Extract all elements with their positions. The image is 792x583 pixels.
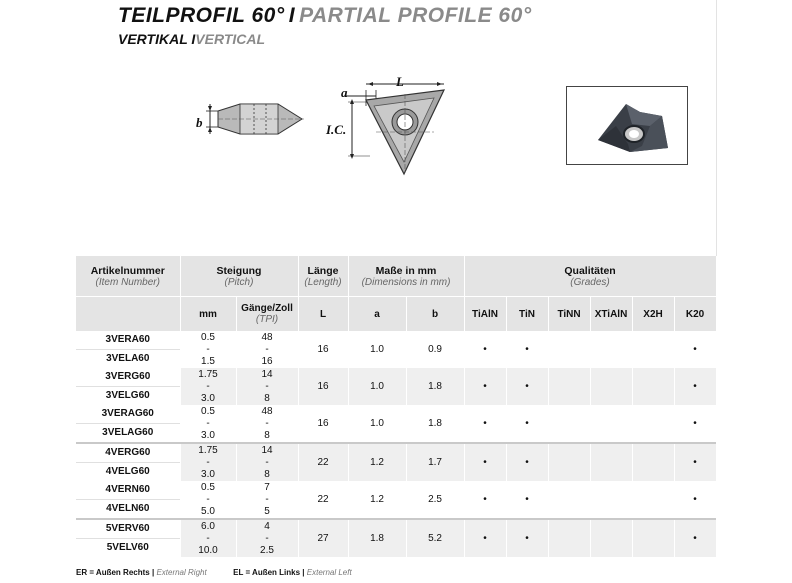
pitch-mm-from: 1.75 bbox=[198, 368, 218, 380]
cell-length bbox=[298, 368, 348, 405]
cell-pitch-mm bbox=[180, 331, 236, 368]
label-a: a bbox=[341, 85, 348, 100]
cell-grade-g3 bbox=[548, 331, 590, 368]
grade-mark: • bbox=[525, 494, 529, 505]
pitch-mm-from: 6.0 bbox=[201, 520, 215, 532]
cell-pitch-tpi bbox=[236, 481, 298, 518]
cell-grade-g4 bbox=[590, 444, 632, 481]
cell-length bbox=[298, 405, 348, 442]
dim-a-value: 1.0 bbox=[370, 418, 384, 429]
cell-dim-a bbox=[348, 368, 406, 405]
range-dash: - bbox=[265, 417, 269, 429]
article-er: 4VERN60 bbox=[105, 484, 150, 495]
length-value: 16 bbox=[317, 344, 329, 355]
subtitle-de: VERTIKAL bbox=[118, 31, 188, 47]
cell-length bbox=[298, 481, 348, 518]
cell-pitch-tpi bbox=[236, 520, 298, 557]
table-row bbox=[76, 481, 716, 518]
table-row bbox=[76, 444, 716, 481]
cell-grade-g5 bbox=[632, 444, 674, 481]
title-en: PARTIAL PROFILE 60° bbox=[299, 4, 532, 27]
article-er: 4VERG60 bbox=[105, 447, 151, 458]
article-el: 4VELG60 bbox=[76, 462, 180, 481]
cell-grade-g4 bbox=[590, 481, 632, 518]
range-dash: - bbox=[265, 532, 269, 544]
length-value: 22 bbox=[317, 494, 329, 505]
pitch-mm-to: 3.0 bbox=[201, 468, 215, 480]
header-article: Artikelnummer (Item Number) bbox=[76, 256, 180, 297]
insert-top-view-drawing bbox=[330, 76, 450, 184]
cell-grade-g1 bbox=[464, 405, 506, 442]
cell-dim-b bbox=[406, 481, 464, 518]
article-er: 3VERA60 bbox=[105, 334, 150, 345]
cell-grade-g6 bbox=[674, 368, 716, 405]
cell-grade-g5 bbox=[632, 481, 674, 518]
legend bbox=[76, 568, 352, 577]
page-title bbox=[118, 4, 532, 28]
cell-grade-g2 bbox=[506, 405, 548, 442]
cell-grade-g2 bbox=[506, 368, 548, 405]
table-row bbox=[76, 331, 716, 368]
article-el: 3VELAG60 bbox=[76, 423, 180, 442]
cell-grade-g4 bbox=[590, 405, 632, 442]
subheader-grade-k20: K20 bbox=[674, 297, 716, 332]
pitch-tpi-to: 8 bbox=[264, 392, 270, 404]
subheader-grade-tinn: TiNN bbox=[548, 297, 590, 332]
legend-er-sep: | bbox=[151, 568, 155, 577]
cell-pitch-mm bbox=[180, 405, 236, 442]
pitch-tpi-from: 48 bbox=[261, 405, 273, 417]
article-el: 3VELA60 bbox=[76, 349, 180, 368]
cell-grade-g2 bbox=[506, 481, 548, 518]
range-dash: - bbox=[206, 532, 210, 544]
pitch-mm-from: 1.75 bbox=[198, 444, 218, 456]
dim-b-value: 1.7 bbox=[428, 457, 442, 468]
cell-pitch-mm bbox=[180, 444, 236, 481]
cell-length bbox=[298, 520, 348, 557]
insert-side-view-drawing bbox=[196, 96, 308, 142]
length-value: 27 bbox=[317, 533, 329, 544]
cell-grade-g4 bbox=[590, 368, 632, 405]
range-dash: - bbox=[206, 456, 210, 468]
dim-a-value: 1.0 bbox=[370, 381, 384, 392]
subheader-grade-tin: TiN bbox=[506, 297, 548, 332]
cell-article bbox=[76, 405, 180, 442]
cell-pitch-mm bbox=[180, 481, 236, 518]
title-de: TEILPROFIL 60° bbox=[118, 4, 285, 27]
pitch-tpi-to: 8 bbox=[264, 429, 270, 441]
legend-er-en: External Right bbox=[156, 568, 207, 577]
cell-grade-g1 bbox=[464, 520, 506, 557]
cell-grade-g1 bbox=[464, 368, 506, 405]
subheader-mm: mm bbox=[180, 297, 236, 332]
legend-el-en: External Left bbox=[306, 568, 352, 577]
grade-mark: • bbox=[693, 418, 697, 429]
article-er: 3VERAG60 bbox=[101, 408, 154, 419]
cell-grade-g6 bbox=[674, 331, 716, 368]
pitch-tpi-from: 48 bbox=[261, 331, 273, 343]
cell-grade-g5 bbox=[632, 368, 674, 405]
cell-grade-g3 bbox=[548, 481, 590, 518]
legend-el-sep: | bbox=[302, 568, 305, 577]
cell-grade-g5 bbox=[632, 520, 674, 557]
grade-mark: • bbox=[483, 381, 487, 392]
cell-dim-b bbox=[406, 331, 464, 368]
cell-grade-g4 bbox=[590, 520, 632, 557]
article-er: 3VERG60 bbox=[105, 371, 151, 382]
dim-a-value: 1.0 bbox=[370, 344, 384, 355]
pitch-mm-from: 0.5 bbox=[201, 331, 215, 343]
range-dash: - bbox=[206, 493, 210, 505]
header-pitch: Steigung (Pitch) bbox=[180, 256, 298, 297]
pitch-mm-from: 0.5 bbox=[201, 405, 215, 417]
cell-article bbox=[76, 368, 180, 405]
range-dash: - bbox=[265, 380, 269, 392]
header-dimensions: Maße in mm (Dimensions in mm) bbox=[348, 256, 464, 297]
title-separator: I bbox=[288, 4, 296, 27]
cell-pitch-mm bbox=[180, 368, 236, 405]
cell-grade-g6 bbox=[674, 405, 716, 442]
article-er: 5VERV60 bbox=[105, 523, 150, 534]
range-dash: - bbox=[265, 343, 269, 355]
pitch-mm-to: 5.0 bbox=[201, 505, 215, 517]
table-row bbox=[76, 520, 716, 557]
grade-mark: • bbox=[693, 494, 697, 505]
cell-grade-g2 bbox=[506, 520, 548, 557]
label-b: b bbox=[196, 115, 203, 130]
subheader-b: b bbox=[406, 297, 464, 332]
subtitle-separator: I bbox=[191, 31, 196, 47]
grade-mark: • bbox=[525, 457, 529, 468]
grade-mark: • bbox=[525, 381, 529, 392]
cell-grade-g6 bbox=[674, 444, 716, 481]
specification-table bbox=[76, 256, 717, 557]
subheader-L: L bbox=[298, 297, 348, 332]
cell-grade-g3 bbox=[548, 520, 590, 557]
range-dash: - bbox=[206, 380, 210, 392]
grade-mark: • bbox=[483, 533, 487, 544]
range-dash: - bbox=[265, 493, 269, 505]
pitch-tpi-from: 14 bbox=[261, 444, 273, 456]
cell-grade-g2 bbox=[506, 331, 548, 368]
cell-grade-g1 bbox=[464, 444, 506, 481]
cell-grade-g1 bbox=[464, 481, 506, 518]
range-dash: - bbox=[206, 417, 210, 429]
grade-mark: • bbox=[525, 344, 529, 355]
pitch-mm-to: 1.5 bbox=[201, 355, 215, 367]
cell-grade-g6 bbox=[674, 481, 716, 518]
table-subheader-row bbox=[76, 297, 716, 332]
subheader-blank bbox=[76, 297, 180, 332]
insert-product-photo bbox=[566, 86, 688, 165]
dim-b-value: 2.5 bbox=[428, 494, 442, 505]
cell-grade-g3 bbox=[548, 368, 590, 405]
dim-b-value: 1.8 bbox=[428, 418, 442, 429]
cell-grade-g2 bbox=[506, 444, 548, 481]
table-row bbox=[76, 368, 716, 405]
grade-mark: • bbox=[483, 418, 487, 429]
cell-article bbox=[76, 331, 180, 368]
cell-length bbox=[298, 444, 348, 481]
article-el: 4VELN60 bbox=[76, 499, 180, 518]
legend-el: EL = Außen Links bbox=[233, 568, 301, 577]
cell-article bbox=[76, 444, 180, 481]
page-subtitle bbox=[118, 31, 265, 47]
cell-dim-a bbox=[348, 444, 406, 481]
table-header-row bbox=[76, 256, 716, 297]
range-dash: - bbox=[206, 343, 210, 355]
subtitle-en: VERTICAL bbox=[195, 31, 266, 47]
pitch-tpi-to: 16 bbox=[261, 355, 273, 367]
pitch-mm-to: 3.0 bbox=[201, 429, 215, 441]
grade-mark: • bbox=[483, 344, 487, 355]
grade-mark: • bbox=[693, 344, 697, 355]
cell-dim-b bbox=[406, 520, 464, 557]
length-value: 22 bbox=[317, 457, 329, 468]
cell-dim-b bbox=[406, 368, 464, 405]
label-ic: I.C. bbox=[326, 122, 347, 137]
grade-mark: • bbox=[525, 418, 529, 429]
dim-a-value: 1.8 bbox=[370, 533, 384, 544]
length-value: 16 bbox=[317, 418, 329, 429]
cell-grade-g4 bbox=[590, 331, 632, 368]
cell-grade-g5 bbox=[632, 405, 674, 442]
dim-b-value: 5.2 bbox=[428, 533, 442, 544]
subheader-grade-x2h: X2H bbox=[632, 297, 674, 332]
cell-grade-g3 bbox=[548, 405, 590, 442]
range-dash: - bbox=[265, 456, 269, 468]
pitch-mm-from: 0.5 bbox=[201, 481, 215, 493]
cell-grade-g3 bbox=[548, 444, 590, 481]
grade-mark: • bbox=[483, 494, 487, 505]
legend-er: ER = Außen Rechts bbox=[76, 568, 150, 577]
page-border-line bbox=[716, 0, 717, 262]
header-length: Länge (Length) bbox=[298, 256, 348, 297]
table-row bbox=[76, 405, 716, 442]
dim-b-value: 1.8 bbox=[428, 381, 442, 392]
pitch-mm-to: 10.0 bbox=[198, 544, 218, 556]
pitch-tpi-from: 7 bbox=[264, 481, 270, 493]
subheader-a: a bbox=[348, 297, 406, 332]
dim-a-value: 1.2 bbox=[370, 494, 384, 505]
dim-a-value: 1.2 bbox=[370, 457, 384, 468]
cell-article bbox=[76, 481, 180, 518]
cell-pitch-tpi bbox=[236, 368, 298, 405]
grade-mark: • bbox=[693, 381, 697, 392]
grade-mark: • bbox=[483, 457, 487, 468]
cell-pitch-tpi bbox=[236, 444, 298, 481]
cell-dim-a bbox=[348, 405, 406, 442]
cell-pitch-tpi bbox=[236, 331, 298, 368]
header-grades: Qualitäten (Grades) bbox=[464, 256, 716, 297]
cell-dim-b bbox=[406, 405, 464, 442]
pitch-tpi-to: 8 bbox=[264, 468, 270, 480]
article-el: 3VELG60 bbox=[76, 386, 180, 405]
cell-dim-a bbox=[348, 331, 406, 368]
grade-mark: • bbox=[693, 457, 697, 468]
label-L: L bbox=[396, 74, 404, 89]
pitch-tpi-to: 5 bbox=[264, 505, 270, 517]
article-el: 5VELV60 bbox=[76, 538, 180, 557]
cell-pitch-tpi bbox=[236, 405, 298, 442]
subheader-grade-xtialn: XTiAlN bbox=[590, 297, 632, 332]
pitch-mm-to: 3.0 bbox=[201, 392, 215, 404]
dim-b-value: 0.9 bbox=[428, 344, 442, 355]
pitch-tpi-to: 2.5 bbox=[260, 544, 274, 556]
cell-grade-g6 bbox=[674, 520, 716, 557]
grade-mark: • bbox=[525, 533, 529, 544]
pitch-tpi-from: 4 bbox=[264, 520, 270, 532]
cell-length bbox=[298, 331, 348, 368]
subheader-tpi: Gänge/Zoll (TPI) bbox=[236, 297, 298, 332]
cell-article bbox=[76, 520, 180, 557]
cell-pitch-mm bbox=[180, 520, 236, 557]
grade-mark: • bbox=[693, 533, 697, 544]
length-value: 16 bbox=[317, 381, 329, 392]
cell-dim-a bbox=[348, 481, 406, 518]
cell-dim-a bbox=[348, 520, 406, 557]
cell-grade-g5 bbox=[632, 331, 674, 368]
cell-grade-g1 bbox=[464, 331, 506, 368]
pitch-tpi-from: 14 bbox=[261, 368, 273, 380]
subheader-grade-tialn: TiAlN bbox=[464, 297, 506, 332]
cell-dim-b bbox=[406, 444, 464, 481]
